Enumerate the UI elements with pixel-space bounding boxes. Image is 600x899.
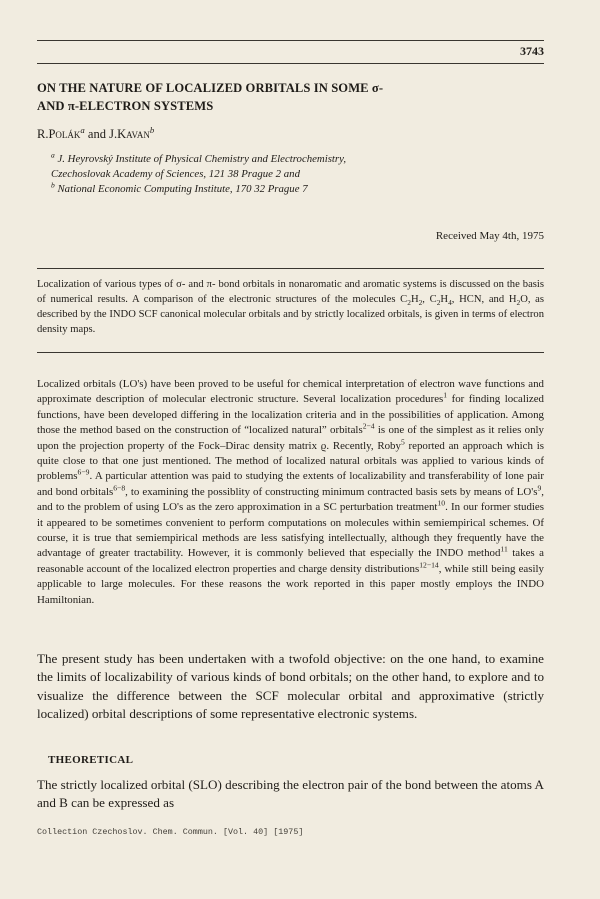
formula-c2h2-c: C <box>400 294 408 305</box>
affiliation-a-mark: a <box>51 150 55 160</box>
reference-mark: 1 <box>443 390 448 400</box>
author-line <box>37 124 155 142</box>
reference-mark: 6−9 <box>77 467 90 477</box>
affiliation-b-line-1: National Economic Computing Institute, 170 32 Prague 7 <box>57 183 308 195</box>
journal-page <box>37 0 544 899</box>
intro-text: . In our former studies it appeared to be sometimes convenient to perform computations on molecules within semiempirical schemes. Of course, it is true that semiempirical methods are less satisfying intellectually, although they frequently have the advantage of greater tractability. However, it is commonly believed that especially the INDO method <box>37 501 544 560</box>
affiliation-b-mark: b <box>51 180 55 190</box>
abstract-rule-top <box>37 268 544 269</box>
formula-c2h4-c-sub: 2 <box>436 298 441 308</box>
affiliations <box>51 152 531 197</box>
footer-citation: Collection Czechoslov. Chem. Commun. [Vol. 40] [1975] <box>37 827 304 837</box>
formula-c2h4-c: C <box>429 294 437 305</box>
formula-c2h2-h-sub: 2 <box>418 298 423 308</box>
author-1-mark: a <box>80 124 85 135</box>
reference-mark: 9 <box>537 483 542 493</box>
affiliation-a-line-1: J. Heyrovský Institute of Physical Chemistry and Electrochemistry, <box>57 153 347 165</box>
title-line-2: AND π-ELECTRON SYSTEMS <box>37 99 214 113</box>
intro-text: , to examining the possiblity of constructing minimum contracted basis sets by means of LO's <box>125 485 538 498</box>
reference-mark: 11 <box>500 544 508 554</box>
intro-text: for finding localized functions, have been developed differing in the localization criteria and in the possibilities of application. Among those the method based on the construction of “localized natural” orbitals <box>37 393 544 437</box>
author-1-surname: Polák <box>48 127 81 141</box>
abstract <box>37 277 544 337</box>
affiliation-a-line-2: Czechoslovak Academy of Sciences, 121 38 Prague 2 and <box>51 168 300 180</box>
abstract-text-2: , as described by the INDO SCF canonical molecular orbitals and by strictly localized orbitals, is given in terms of electron density maps. <box>37 294 545 335</box>
introduction-paragraph <box>37 377 544 608</box>
author-1-initial: R. <box>37 127 49 141</box>
article-title <box>37 79 517 115</box>
title-line-1: ON THE NATURE OF LOCALIZED ORBITALS IN SOME σ- <box>37 81 384 95</box>
formula-h2o-h: H <box>508 294 517 305</box>
reference-mark: 6−8 <box>113 483 126 493</box>
theoretical-paragraph: The strictly localized orbital (SLO) describing the electron pair of the bond between the atoms A and B can be expressed as <box>37 777 544 811</box>
intro-text: is one of the simplest as it relies only upon the projection property of the Fock–Dirac density matrix ϱ. Recently, Roby <box>37 424 544 452</box>
formula-c2h4-h: H <box>440 294 449 305</box>
reference-mark: 12−14 <box>419 560 439 570</box>
formula-c2h2-h: H <box>410 294 419 305</box>
formula-c2h2-c-sub: 2 <box>407 298 411 308</box>
formula-c2h4-h-sub: 4 <box>448 298 452 308</box>
section-heading-theoretical: THEORETICAL <box>48 754 134 766</box>
reference-mark: 5 <box>400 437 405 446</box>
abstract-separator-1: , <box>422 294 430 305</box>
page-number: 3743 <box>520 44 544 58</box>
formula-h2o-h-sub: 2 <box>516 298 521 308</box>
abstract-text-1: Localization of various types of σ- and π- bond orbitals in nonaromatic and aromatic systems is discussed on the basis of numerical results. A comparison of the electronic structures of the molecules <box>37 279 544 305</box>
objective-paragraph: The present study has been undertaken with a twofold objective: on the one hand, to examine the limits of localizability of various kinds of bond orbitals; on the other hand, to explore and to visualize the difference between the SCF molecular orbital and approximative (strictly localized) orbital descriptions of some representative electronic systems. <box>37 651 544 722</box>
reference-mark: 2−4 <box>362 421 375 431</box>
header-rule <box>37 40 544 41</box>
author-2-initial: J. <box>109 127 118 141</box>
intro-text: . A particular attention was paid to studying the extents of localizability and transferability of lone pair and bond orbitals <box>37 470 544 498</box>
intro-text: takes a reasonable account of the localized electron properties and charge density distributions <box>37 547 544 575</box>
received-date: Received May 4th, 1975 <box>435 230 544 242</box>
author-2-surname: Kavan <box>117 127 150 141</box>
intro-text: reported an approach which is quite close to that one just mentioned. The method of localized natural orbitals was applied to various kinds of problems <box>37 439 544 483</box>
intro-text: Localized orbitals (LO's) have been proved to be useful for chemical interpretation of electron wave functions and approximate description of molecular electronic structure. Several localization procedures <box>37 378 544 406</box>
author-joiner: and <box>84 127 110 141</box>
intro-text: , and to the problem of using LO's as the zero approximation in a SC perturbation treatment <box>37 485 544 514</box>
formula-h2o-o: O <box>520 294 528 305</box>
author-2-mark: b <box>149 124 155 135</box>
abstract-rule-bottom <box>37 352 544 353</box>
reference-mark: 10 <box>437 498 446 508</box>
abstract-separator-2: , HCN, and <box>451 294 509 305</box>
header-rule-lower <box>37 63 544 64</box>
intro-text: , while still being easily applicable to large molecules. For these reasons the work reported in this paper mostly employs the INDO Hamiltonian. <box>37 562 545 606</box>
